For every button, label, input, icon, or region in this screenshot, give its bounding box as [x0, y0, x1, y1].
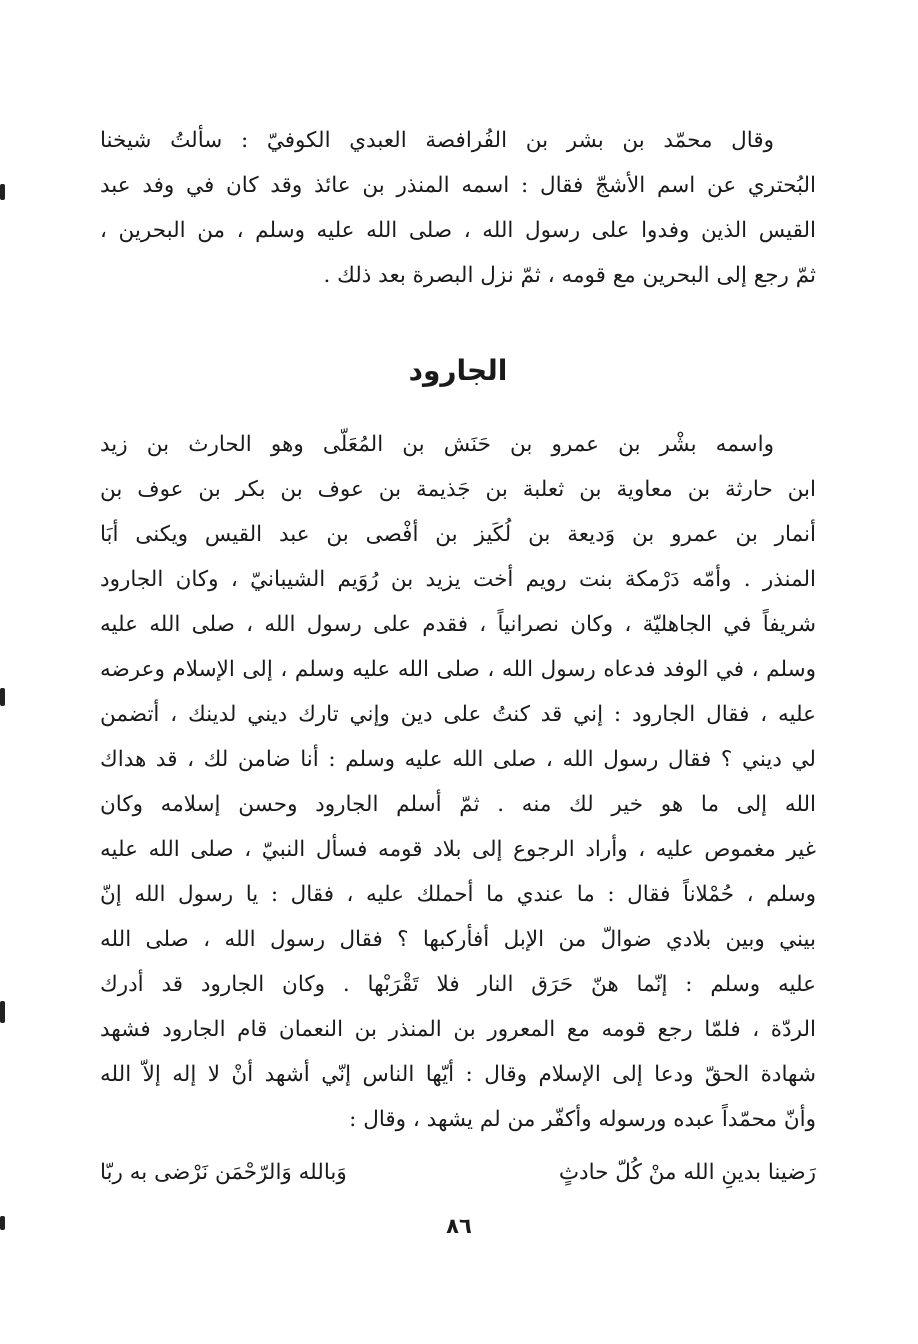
scan-edge-mark: [0, 1001, 5, 1023]
paragraph-line: عليه ، فقال الجارود : إني قد كنتُ على دين وإني تارك ديني لدينك ، أتضمن: [100, 702, 816, 727]
paragraph-line: أنمار بن عمرو بن وَديعة بن لُكَيز بن أفْصى بن عبد القيس ويكنى أبَا: [100, 522, 816, 547]
intro-line: البُحتري عن اسم الأشجّ فقال : اسمه المنذر بن عائذ وقد كان في وفد عبد: [100, 173, 816, 198]
verse-line: [100, 1150, 816, 1195]
paragraph-line: بيني وبين بلادي ضوالّ من الإبل أفأركبها ؟ فقال رسول الله ، صلى الله: [100, 927, 816, 952]
scan-edge-mark: [0, 688, 5, 706]
paragraph-line: لي ديني ؟ فقال رسول الله ، صلى الله عليه وسلم : أنا ضامن لك ، قد هداك: [100, 747, 816, 772]
section-heading: الجارود: [408, 354, 508, 387]
second-hemistich: وَبالله وَالرّحْمَن نَرْضى به ربّا: [100, 1160, 347, 1185]
paragraph-line: وسلم ، في الوفد فدعاه رسول الله ، صلى الله عليه وسلم ، إلى الإسلام وعرضه: [100, 657, 816, 682]
intro-line: وقال محمّد بن بشر بن الفُرافصة العبدي الكوفيّ : سألتُ شيخنا: [100, 128, 774, 153]
paragraph-line: الردّة ، فلمّا رجع قومه مع المعرور بن المنذر بن النعمان قام الجارود فشهد: [100, 1017, 816, 1042]
paragraph-line: وسلم ، حُمْلاناً فقال : ما عندي ما أحملك عليه ، فقال : يا رسول الله إنّ: [100, 882, 816, 907]
first-hemistich: رَضينا بدينِ الله منْ كُلّ حادثٍ: [558, 1160, 816, 1185]
paragraph-line: الله إلى ما هو خير لك منه . ثمّ أسلم الجارود وحسن إسلامه وكان: [100, 792, 816, 817]
paragraph-line: غير مغموص عليه ، وأراد الرجوع إلى بلاد قومه فسأل النبيّ ، صلى الله عليه: [100, 837, 816, 862]
intro-line: القيس الذين وفدوا على رسول الله ، صلى الله عليه وسلم ، من البحرين ،: [100, 218, 816, 243]
paragraph-line: ابن حارثة بن معاوية بن ثعلبة بن جَذيمة بن عوف بن بكر بن عوف بن: [100, 477, 816, 502]
paragraph-line: شريفاً في الجاهليّة ، وكان نصرانياً ، فقدم على رسول الله ، صلى الله عليه: [100, 612, 816, 637]
paragraph-line: المنذر . وأمّه دَرْمكة بنت رويم أخت يزيد بن رُوَيم الشيبانيّ ، وكان الجارود: [100, 567, 816, 592]
paragraph-line: عليه وسلم : إنّما هنّ حَرَق النار فلا تَقْرَبْها . وكان الجارود قد أدرك: [100, 972, 816, 997]
scan-edge-mark: [0, 1216, 5, 1230]
page-number: ٨٦: [446, 1214, 472, 1238]
paragraph-line: واسمه بشْر بن عمرو بن حَنَش بن المُعَلّى وهو الحارث بن زيد: [100, 432, 774, 457]
intro-paragraph: [100, 118, 816, 298]
scan-edge-mark: [0, 184, 5, 200]
paragraph-line: وأنّ محمّداً عبده ورسوله وأكفّر من لم يشهد ، وقال :: [349, 1107, 816, 1132]
paragraph-line: شهادة الحقّ ودعا إلى الإسلام وقال : أيّها الناس إنّي أشهد أنْ لا إله إلاّ الله: [100, 1062, 816, 1087]
intro-line: ثمّ رجع إلى البحرين مع قومه ، ثمّ نزل البصرة بعد ذلك .: [323, 263, 816, 288]
main-paragraph: [100, 422, 816, 1142]
poem-verse: [100, 1150, 816, 1195]
